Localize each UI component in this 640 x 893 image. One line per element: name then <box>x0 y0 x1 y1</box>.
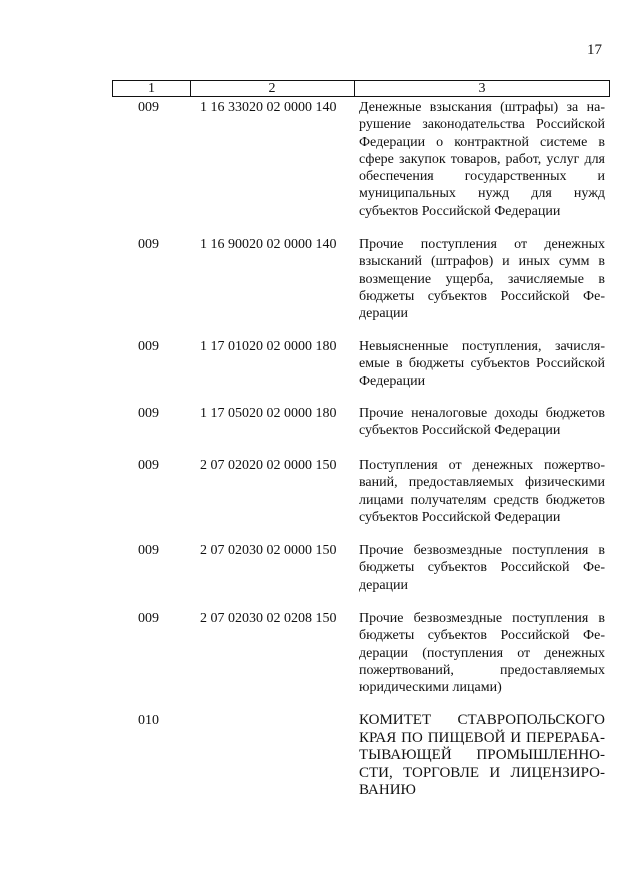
agency-code: 009 <box>138 237 159 252</box>
budget-code: 2 07 02020 02 0000 150 <box>200 458 337 473</box>
header-col-3: 3 <box>478 81 486 96</box>
row-description: Прочие безвозмездные поступления в бюджеты субъектов Российской Федерации <box>359 543 605 593</box>
agency-code: 009 <box>138 100 159 115</box>
agency-code: 009 <box>138 406 159 421</box>
row-description: Денежные взыскания (штрафы) за нарушение законодательства Российской Федерации о контрактной системе в сфере закупок товаров, работ, услуг для обеспечения государственных и муниципальных нужд для нужд субъектов Российской Федерации <box>359 100 605 219</box>
budget-code: 1 17 05020 02 0000 180 <box>200 406 337 421</box>
header-col-1: 1 <box>113 81 191 96</box>
agency-code: 009 <box>138 339 159 354</box>
budget-code: 2 07 02030 02 0208 150 <box>200 611 337 626</box>
agency-code: 009 <box>138 543 159 558</box>
agency-code: 010 <box>138 713 159 728</box>
budget-code: 2 07 02030 02 0000 150 <box>200 543 337 558</box>
budget-code: 1 16 33020 02 0000 140 <box>200 100 337 115</box>
table-header <box>112 80 610 97</box>
row-description: Прочие поступления от денежных взысканий (штрафов) и иных сумм в возмещение ущерба, зачисляемые в бюджеты субъектов Российской Федерации <box>359 237 605 322</box>
budget-code: 1 17 01020 02 0000 180 <box>200 339 337 354</box>
row-description: Невыясненные поступления, зачисляемые в бюджеты субъектов Российской Федерации <box>359 339 605 389</box>
budget-code: 1 16 90020 02 0000 140 <box>200 237 337 252</box>
row-description: Прочие неналоговые доходы бюджетов субъектов Российской Федерации <box>359 406 605 439</box>
row-description: Прочие безвозмездные поступления в бюджеты субъектов Российской Федерации (поступления от денежных пожертвований, предоставляемых юридическими лицами) <box>359 611 605 696</box>
agency-name: КОМИТЕТ СТАВРОПОЛЬСКОГО КРАЯ ПО ПИЩЕВОЙ И ПЕРЕРАБАТЫВАЮЩЕЙ ПРОМЫШЛЕННОСТИ, ТОРГОВЛЕ И ЛИЦЕНЗИРОВАНИЮ <box>359 712 605 798</box>
agency-code: 009 <box>138 611 159 626</box>
agency-code: 009 <box>138 458 159 473</box>
header-col-2: 2 <box>190 81 355 96</box>
page-number: 17 <box>587 42 602 58</box>
row-description: Поступления от денежных пожертвований, предоставляемых физическими лицами получателям средств бюджетов субъектов Российской Федерации <box>359 458 605 525</box>
